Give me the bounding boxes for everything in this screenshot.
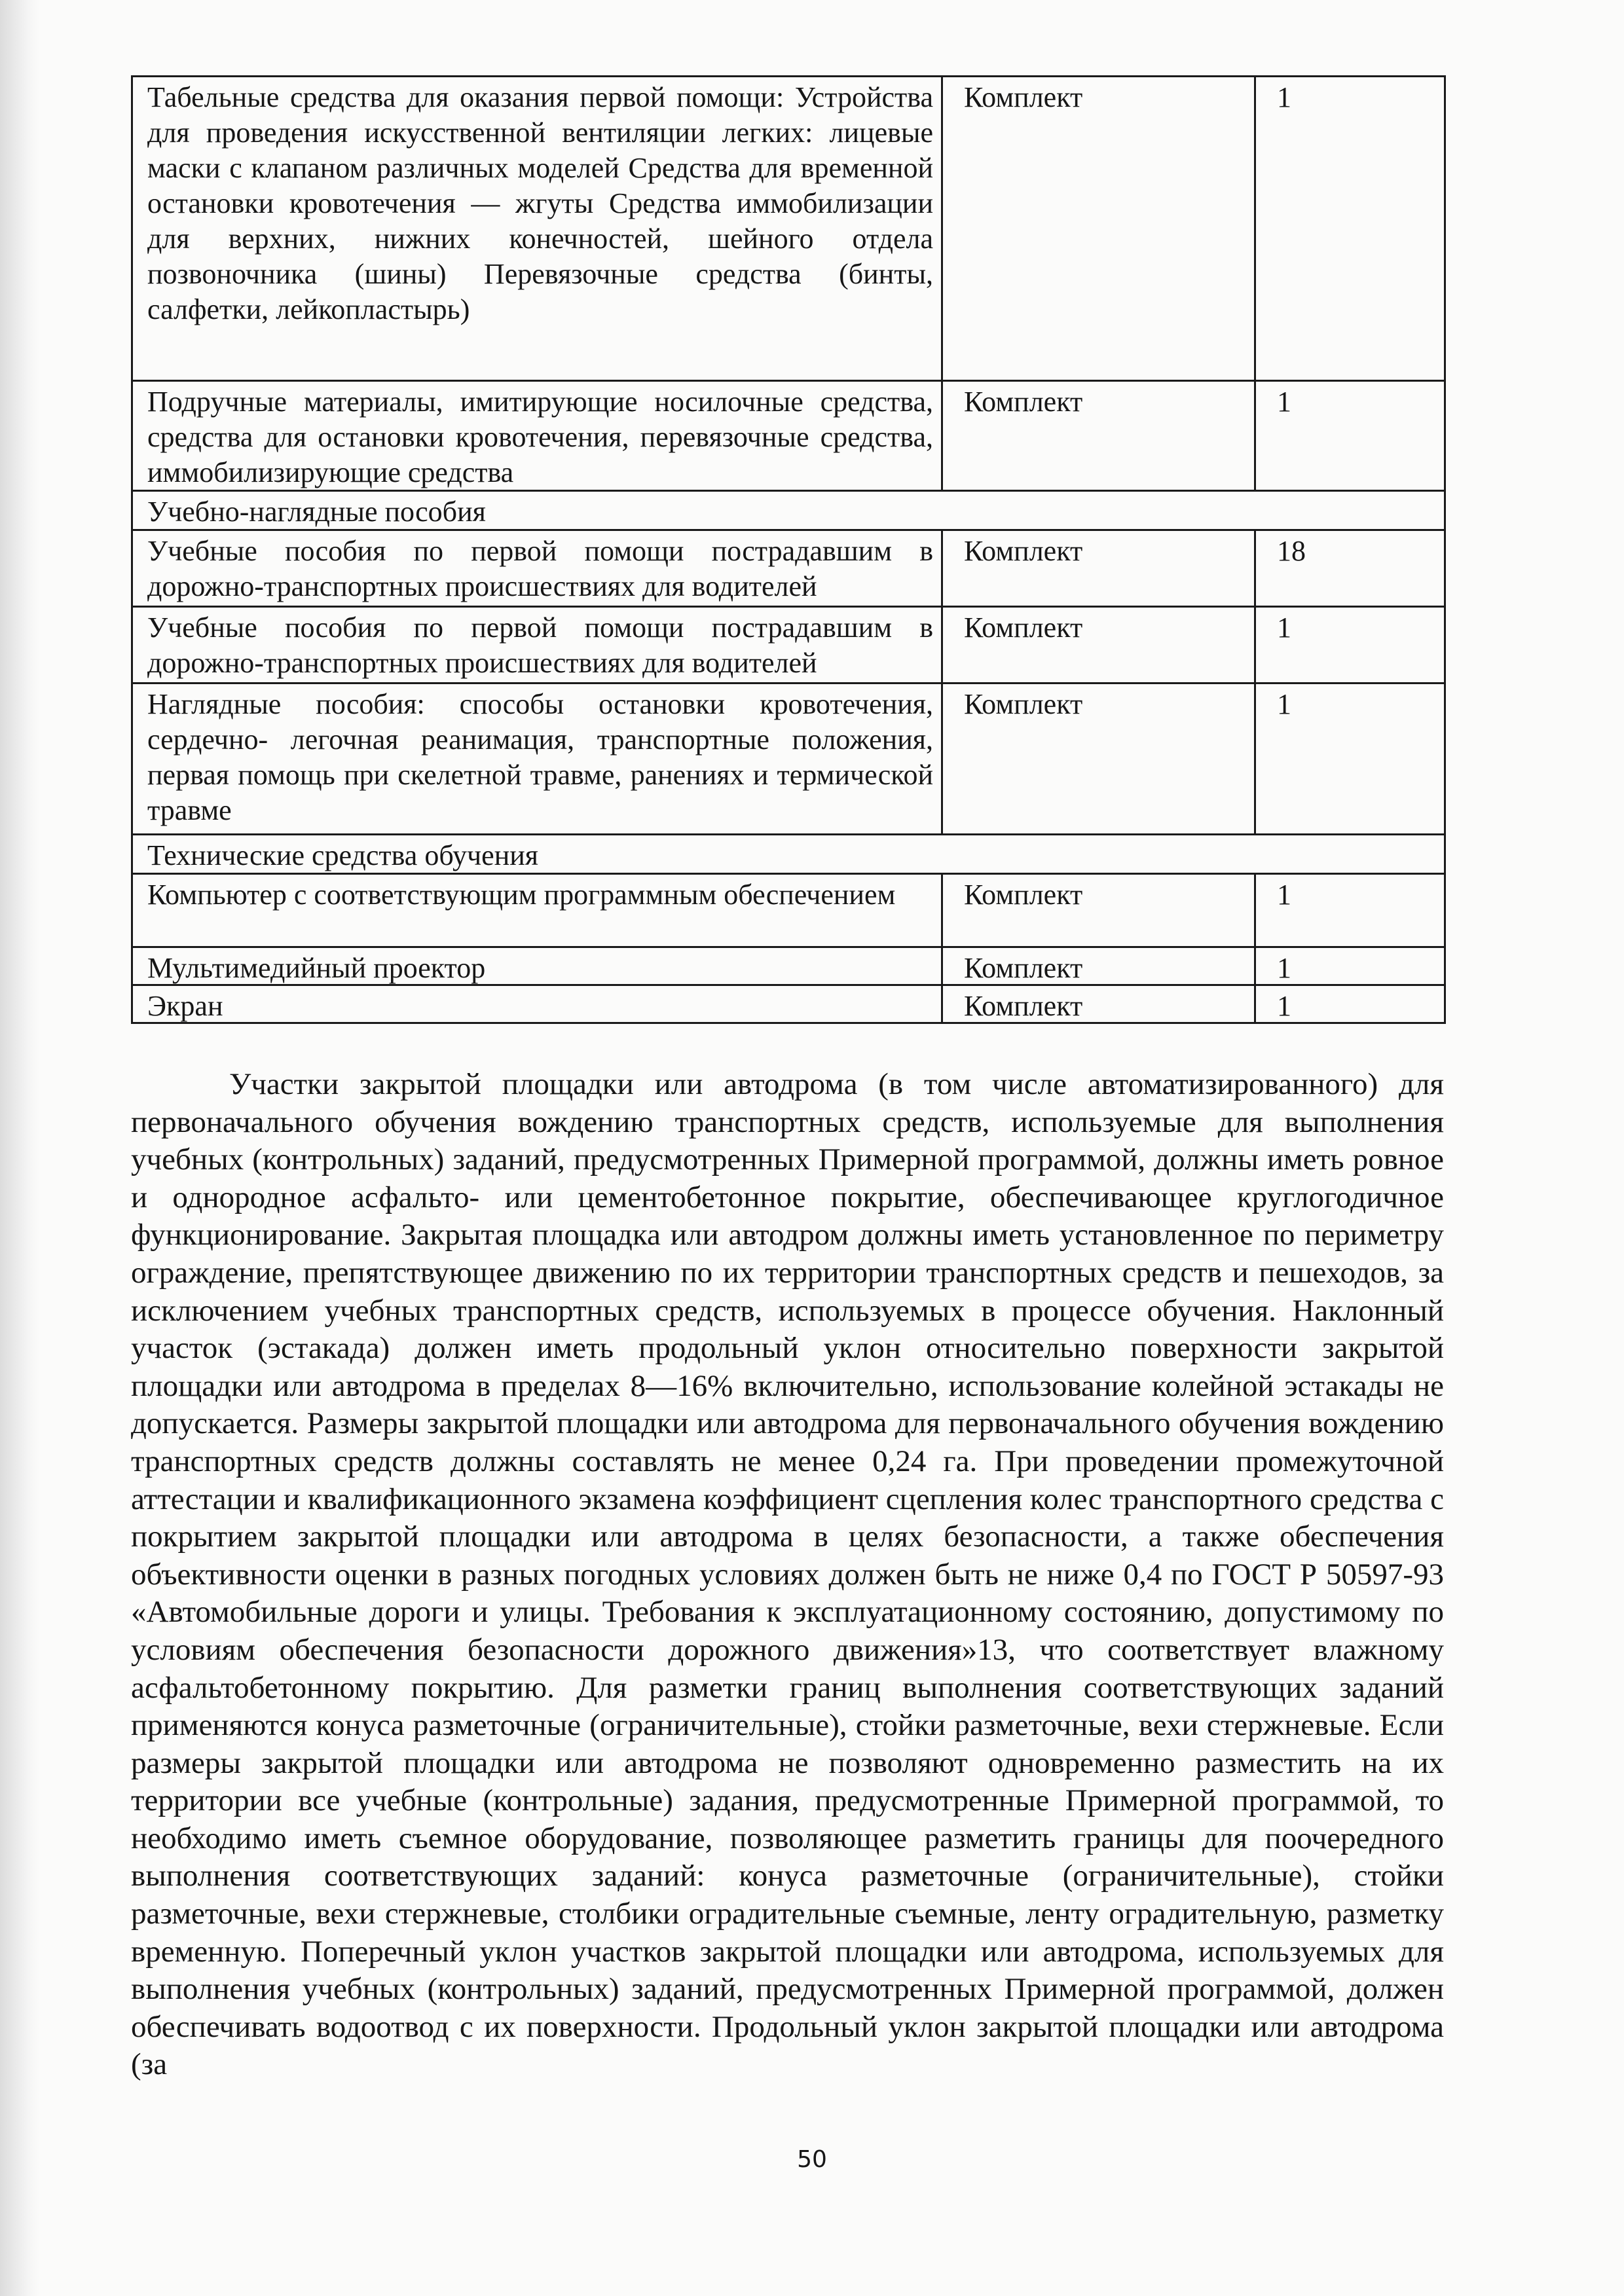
table-cell-unit: Комплект	[943, 948, 1256, 986]
table-cell-name: Табельные средства для оказания первой помощи: Устройства для проведения искусственной вентиляции легких: лицевые маски с клапаном различных моделей Средства для временной остановки кровотечения — жгуты Средства иммобилизации для верхних, нижних конечностей, шейного отдела позвоночника (шины) Перевязочные средства (бинты, салфетки, лейкопластырь)	[133, 77, 943, 382]
table-cell-name: Мультимедийный проектор	[133, 948, 943, 986]
page-number: 50	[797, 2146, 827, 2173]
table-cell-unit: Комплект	[943, 382, 1256, 492]
table-cell-unit: Комплект	[943, 875, 1256, 948]
table-cell-unit: Комплект	[943, 986, 1256, 1024]
table-cell-unit: Комплект	[943, 531, 1256, 608]
table-cell-qty: 18	[1256, 531, 1446, 608]
body-paragraph: Участки закрытой площадки или автодрома (в том числе автоматизированного) для первоначального обучения вождению транспортных средств, используемые для выполнения учебных (контрольных) заданий, предусмотренных Примерной программой, должны иметь ровное и однородное асфальто- или цементобетонное покрытие, обеспечивающее круглогодичное функционирование. Закрытая площадка или автодром должны иметь установленное по периметру ограждение, препятствующее движению по их территории транспортных средств и пешеходов, за исключением учебных транспортных средств, используемых в процессе обучения. Наклонный участок (эстакада) должен иметь продольный уклон относительно поверхности закрытой площадки или автодрома в пределах 8—16% включительно, использование колейной эстакады не допускается. Размеры закрытой площадки или автодрома для первоначального обучения вождению транспортных средств должны составлять не менее 0,24 га. При проведении промежуточной аттестации и квалификационного экзамена коэффициент сцепления колес транспортного средства с покрытием закрытой площадки или автодрома в целях безопасности, а также обеспечения объективности оценки в разных погодных условиях должен быть не ниже 0,4 по ГОСТ Р 50597-93 «Автомобильные дороги и улицы. Требования к эксплуатационному состоянию, допустимому по условиям обеспечения безопасности дорожного движения»13, что соответствует влажному асфальтобетонному покрытию. Для разметки границ выполнения соответствующих заданий применяются конуса разметочные (ограничительные), стойки разметочные, вехи стержневые. Если размеры закрытой площадки или автодрома не позволяют одновременно разместить на их территории все учебные (контрольные) задания, предусмотренные Примерной программой, то необходимо иметь съемное оборудование, позволяющее разметить границы для поочередного выполнения соответствующих заданий: конуса разметочные (ограничительные), стойки разметочные, вехи стержневые, столбики оградительные съемные, ленту оградительную, разметку временную. Поперечный уклон участков закрытой площадки или автодрома, используемых для выполнения учебных (контрольных) заданий, предусмотренных Примерной программой, должен обеспечивать водоотвод с их поверхности. Продольный уклон закрытой площадки или автодрома (за	[131, 1067, 1444, 2082]
scan-edge-shadow	[0, 0, 39, 2296]
table-cell-name: Учебные пособия по первой помощи пострадавшим в дорожно-транспортных происшествиях для водителей	[133, 608, 943, 684]
table-cell-unit: Комплект	[943, 684, 1256, 835]
table-cell-name: Наглядные пособия: способы остановки кровотечения, сердечно- легочная реанимация, транспортные положения, первая помощь при скелетной травме, ранениях и термической травме	[133, 684, 943, 835]
table-cell-qty: 1	[1256, 382, 1446, 492]
table-cell-name: Компьютер с соответствующим программным обеспечением	[133, 875, 943, 948]
table-cell-qty: 1	[1256, 875, 1446, 948]
table-cell-qty: 1	[1256, 948, 1446, 986]
table-cell-name: Учебные пособия по первой помощи пострадавшим в дорожно-транспортных происшествиях для водителей	[133, 531, 943, 608]
table-section-heading: Технические средства обучения	[133, 835, 1446, 875]
table-cell-qty: 1	[1256, 684, 1446, 835]
table-cell-name: Подручные материалы, имитирующие носилочные средства, средства для остановки кровотечения, перевязочные средства, иммобилизирующие средства	[133, 382, 943, 492]
table-cell-unit: Комплект	[943, 608, 1256, 684]
table-cell-name: Экран	[133, 986, 943, 1024]
table-cell-unit: Комплект	[943, 77, 1256, 382]
table-section-heading: Учебно-наглядные пособия	[133, 492, 1446, 531]
table-cell-qty: 1	[1256, 986, 1446, 1024]
table-cell-qty: 1	[1256, 608, 1446, 684]
table-cell-qty: 1	[1256, 77, 1446, 382]
equipment-table	[131, 75, 1446, 1024]
